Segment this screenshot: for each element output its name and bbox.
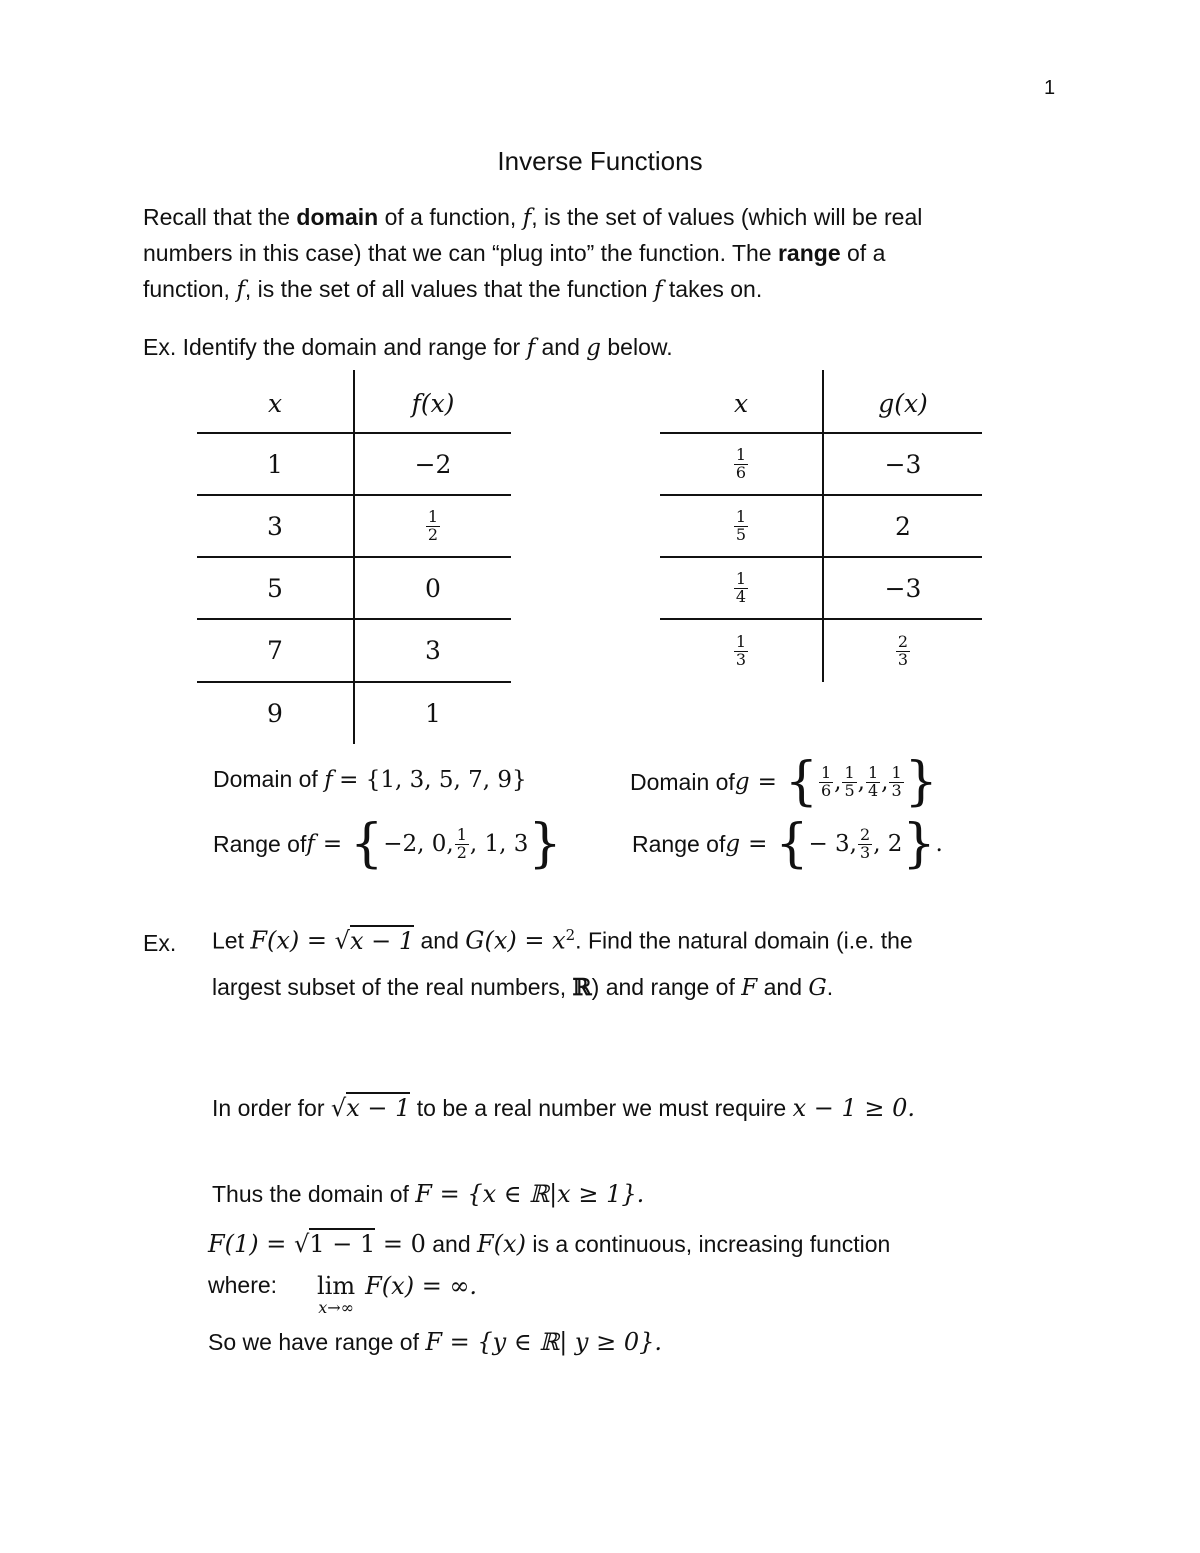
fraction-denominator: 6 — [735, 462, 747, 482]
solution-text: Thus the domain of — [212, 1181, 416, 1207]
inequality: x − 1 ≥ 0. — [792, 1094, 916, 1122]
math-Fx: F(x) — [477, 1230, 526, 1258]
right-brace: } — [904, 752, 938, 812]
math-f: f — [306, 830, 315, 857]
range-g-values: − 3, — [808, 830, 857, 857]
limit-expression — [317, 1274, 355, 1316]
table-g-cell-x — [660, 434, 822, 494]
fraction-numerator: 1 — [427, 506, 439, 526]
table-g-cell-y: 2 — [895, 511, 911, 541]
table-g-cell-y: −3 — [884, 449, 922, 479]
solution-text: is a continuous, increasing function — [525, 1231, 891, 1257]
fraction-numerator: 1 — [735, 506, 747, 526]
solution-text: to be a real number we must require — [410, 1095, 793, 1121]
table-f-cell-x: 3 — [267, 511, 283, 541]
example-text: . — [826, 974, 834, 1000]
exponent: 2 — [565, 926, 576, 944]
fraction-denominator: 2 — [427, 524, 439, 544]
example-2-line-2 — [212, 976, 833, 1000]
table-g-cell-x — [660, 496, 822, 556]
example-text: and — [757, 974, 809, 1000]
math-G: G — [808, 975, 827, 1001]
example-text: and — [535, 334, 587, 360]
math-f: f — [526, 335, 536, 361]
range-f-values: , 1, 3 — [469, 830, 529, 857]
example-text: largest subset of the real numbers, — [212, 974, 573, 1000]
left-brace: { — [350, 814, 384, 874]
table-f-cell-x: 7 — [267, 636, 283, 665]
solution-line-2 — [212, 1182, 644, 1206]
page-number: 1 — [1044, 77, 1056, 99]
radicand: x − 1 — [349, 926, 415, 955]
solution-line-5 — [208, 1330, 662, 1354]
table-f-header-fx: f(x) — [411, 388, 455, 418]
intro-text: takes on. — [662, 276, 763, 302]
result-label: Range of — [632, 830, 726, 857]
result-label: Domain of — [630, 768, 735, 795]
table-f-cell-x: 5 — [267, 573, 283, 603]
fraction-numerator: 1 — [820, 762, 832, 782]
math-g: g — [586, 335, 601, 361]
radicand: 1 − 1 — [309, 1230, 376, 1258]
range-term: range — [777, 240, 841, 266]
fraction-numerator: 1 — [891, 762, 902, 782]
domain-set: F = {x ∈ ℝ|x ≥ 1}. — [415, 1180, 645, 1208]
fraction-numerator: 2 — [897, 631, 909, 651]
example-2-label: Ex. — [143, 930, 177, 956]
page-title: Inverse Functions — [497, 146, 703, 176]
table-f-cell-x: 9 — [267, 698, 283, 728]
fraction-numerator: 1 — [844, 762, 855, 782]
result-label: Domain of — [213, 766, 325, 792]
math-value: = 0 — [375, 1230, 426, 1258]
example-2-line-1: Let F(x) = √x − 1 and $G(x) = x^2$. Find the natural domain (i.e. the — [212, 926, 913, 955]
radicand: x − 1 — [346, 1094, 411, 1122]
intro-text: of a — [840, 240, 886, 266]
solution-text: So we have range of — [208, 1329, 426, 1355]
intro-text: , is the set of values (which will be real — [531, 204, 923, 230]
math-F1: F(1) = — [208, 1230, 295, 1258]
fraction-numerator: 1 — [456, 824, 467, 844]
solution-text: In order for — [212, 1095, 331, 1121]
intro-line-1 — [143, 206, 922, 230]
example-text: . Find the natural domain (i.e. the — [575, 927, 913, 954]
fraction-denominator: 4 — [867, 780, 879, 800]
left-brace: { — [784, 752, 818, 812]
math-F: F — [741, 975, 758, 1001]
table-f-cell-y: −2 — [414, 449, 452, 479]
range-set: F = {y ∈ ℝ| y ≥ 0}. — [425, 1328, 662, 1356]
limit-operator: lim — [317, 1272, 356, 1300]
intro-text: of a function, — [378, 204, 523, 230]
table-f-header-x: x — [267, 388, 283, 418]
range-of-g: Range of g = { − 3, $\frac{2}{3}$ , 2 } . — [632, 814, 943, 874]
limit-value: F(x) = ∞. — [365, 1272, 478, 1300]
fraction-numerator: 1 — [867, 762, 879, 782]
math-g: g — [725, 830, 741, 857]
fraction-numerator: 1 — [735, 568, 747, 588]
range-of-f — [213, 814, 562, 874]
fraction-numerator: 2 — [860, 824, 871, 844]
reals-symbol: ℝ — [572, 974, 592, 1001]
solution-text: and — [425, 1231, 478, 1257]
intro-line-2 — [143, 242, 885, 265]
limit-subscript: x→∞ — [318, 1298, 354, 1317]
intro-text: numbers in this case) that we can “plug into” the function. The — [143, 240, 778, 266]
equals-sign: = — [322, 830, 343, 857]
fraction-denominator: 3 — [735, 649, 747, 669]
math-f: f — [522, 205, 532, 231]
intro-text: , is the set of all values that the function — [244, 276, 654, 302]
equals-sign: = — [757, 768, 777, 795]
table-g-header-gx: g(x) — [878, 388, 928, 418]
math-f: f — [324, 767, 333, 793]
fraction-denominator: 5 — [844, 780, 855, 800]
intro-text: Recall that the — [143, 204, 297, 230]
table-g-cell-x — [660, 620, 822, 682]
left-brace: { — [775, 814, 809, 874]
math-f: f — [236, 277, 245, 303]
intro-text: function, — [143, 276, 237, 302]
table-f-cell-x: 1 — [267, 449, 283, 479]
right-brace: } — [902, 814, 936, 874]
example-text: Ex. Identify the domain and range for — [143, 334, 527, 360]
solution-line-3: F(1) = √1 − 1 = 0 and F(x) is a continuous, increasing function — [208, 1230, 891, 1258]
example-text: and — [414, 927, 466, 954]
domain-f-value: = {1, 3, 5, 7, 9} — [339, 767, 527, 793]
fraction-denominator: 3 — [891, 780, 902, 800]
result-label: Range of — [213, 830, 307, 857]
math-G-def: G(x) = x — [465, 926, 566, 955]
fraction-numerator: 1 — [735, 631, 747, 651]
table-g-cell-x — [660, 558, 822, 618]
range-f-values: −2, 0, — [383, 830, 454, 857]
range-g-values: , 2 — [873, 830, 903, 857]
table-g-cell-y — [824, 620, 982, 682]
domain-of-f — [213, 768, 527, 792]
domain-term: domain — [296, 204, 379, 230]
example-text: below. — [600, 334, 673, 360]
table-g-cell-y: −3 — [884, 573, 922, 603]
table-f-cell-y: 1 — [425, 698, 441, 728]
fraction-denominator: 6 — [820, 780, 832, 800]
solution-line-1: In order for √x − 1 to be a real number we must require x − 1 ≥ 0. — [212, 1094, 916, 1122]
fraction-numerator: 1 — [735, 444, 747, 464]
right-brace: } — [528, 814, 562, 874]
table-f-cell-y: 0 — [425, 573, 441, 603]
intro-line-3 — [143, 278, 762, 302]
example-text: ) and range of — [591, 974, 742, 1000]
domain-of-g: Domain of g = { $\frac{1}{6}$ , $\frac{1}{5}$ , $\frac{1}{4}$ , $\frac{1}{3}$ } — [630, 752, 938, 812]
solution-text: where: — [208, 1272, 278, 1298]
table-g-header-x: x — [733, 388, 749, 418]
equals-sign: = — [748, 830, 768, 857]
fraction-denominator: 3 — [860, 842, 871, 862]
math-F-def: F(x) = — [250, 926, 335, 955]
math-g: g — [734, 768, 750, 795]
fraction-denominator: 5 — [735, 524, 747, 544]
table-f-cell-y: 3 — [425, 636, 441, 665]
fraction-denominator: 3 — [897, 649, 909, 669]
table-f-cell-y — [355, 496, 511, 556]
solution-line-4 — [208, 1274, 477, 1316]
math-f: f — [654, 277, 663, 303]
fraction-denominator: 4 — [735, 586, 747, 606]
example-text: Let — [212, 927, 251, 954]
fraction-denominator: 2 — [456, 842, 467, 862]
example-1-prompt — [143, 336, 673, 360]
